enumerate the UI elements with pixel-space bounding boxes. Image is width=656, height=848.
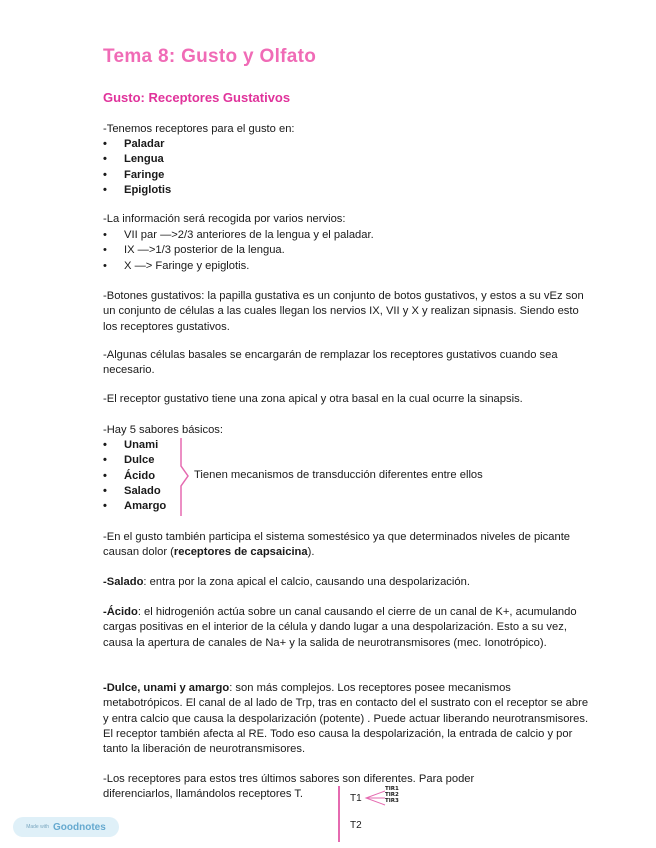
list-item: • X —> Faringe y epiglotis.	[103, 259, 374, 274]
list-item: • Dulce	[103, 453, 166, 468]
list-item: • Faringe	[103, 168, 171, 183]
section-title: Gusto: Receptores Gustativos	[103, 90, 291, 105]
intro-text: -Tenemos receptores para el gusto en:	[103, 123, 295, 135]
list-item: • IX —>1/3 posterior de la lengua.	[103, 243, 374, 258]
list-item: • Amargo	[103, 499, 166, 514]
divider-line	[338, 786, 340, 842]
flavors-list	[103, 438, 166, 514]
list-item: • Unami	[103, 438, 166, 453]
page-title: Tema 8: Gusto y Olfato	[103, 46, 317, 67]
flavors-note: Tienen mecanismos de transducción diferentes entre ellos	[194, 469, 483, 481]
somato-paragraph: -En el gusto también participa el sistema somestésico ya que determinados niveles de picante causan dolor (receptores de capsaicina).	[103, 531, 571, 559]
receptor-paragraph: -El receptor gustativo tiene una zona apical y otra basal en la cual ocurre la sinapsis.	[103, 393, 523, 405]
basal-paragraph: -Algunas células basales se encargarán de remplazar los receptores gustativos cuando sea necesario.	[103, 349, 558, 377]
list-item: • Salado	[103, 484, 166, 499]
last-paragraph: -Los receptores para estos tres últimos sabores son diferentes. Para poder diferenciarlos, llamándolos receptores T.	[103, 773, 475, 801]
bracket-icon	[178, 438, 192, 516]
dulce-paragraph: -Dulce, unami y amargo: son más complejos. Los receptores posee mecanismos metabotrópicos. El canal de al lado de Trp, tras en contacto del el sustrato con el receptor se abre y entra calcio que causa la despolarización (potente) . Puede actuar liberando neurotransmisores. El receptor también afecta al RE. Todo eso causa la despolarización, la entrada de calcio y por tanto la liberación de neurotransmisores.	[103, 682, 589, 756]
buds-paragraph: -Botones gustativos: la papilla gustativa es un conjunto de botos gustativos, y estos a su vEz son un conjunto de células a las cuales llegan los nervios IX, VII y X y realizan sipnasis. Siendo esto los receptores gustativos.	[103, 290, 584, 333]
list-item: • Lengua	[103, 152, 171, 167]
list-item: • Ácido	[103, 469, 166, 484]
t1-label: T1	[350, 793, 362, 804]
goodnotes-badge: Made with Goodnotes	[13, 817, 119, 837]
nerves-intro: -La información será recogida por varios nervios:	[103, 213, 346, 225]
t1-subtypes: TIR1 TIR2 TIR3	[385, 786, 399, 804]
nerves-list	[103, 228, 374, 274]
acido-paragraph: -Ácido: el hidrogenión actúa sobre un canal causando el cierre de un canal de K+, acumulando cargas positivas en el interior de la célula y dando lugar a una despolarización. Esto a su vez, causa la apertura de canales de Na+ y la salida de neurotransmisores (mec. Ionotrópico).	[103, 606, 577, 649]
branch-arrows-icon	[364, 789, 386, 807]
list-item: • Epiglotis	[103, 183, 171, 198]
salado-paragraph: -Salado: entra por la zona apical el calcio, causando una despolarización.	[103, 576, 470, 588]
locations-list	[103, 137, 171, 198]
flavors-intro: -Hay 5 sabores básicos:	[103, 424, 224, 436]
list-item: • VII par —>2/3 anteriores de la lengua y el paladar.	[103, 228, 374, 243]
list-item: • Paladar	[103, 137, 171, 152]
t2-label: T2	[350, 820, 362, 831]
